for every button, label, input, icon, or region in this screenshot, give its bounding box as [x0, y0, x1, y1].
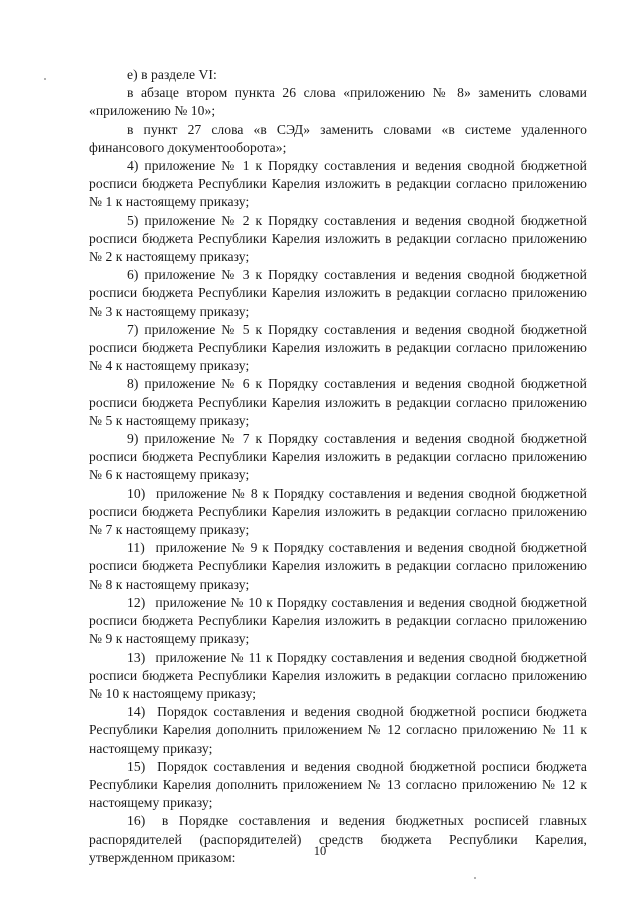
item-number: 16)	[127, 813, 146, 829]
item-number: 7)	[127, 321, 139, 337]
paragraph-14	[89, 703, 587, 758]
paragraph-text: в абзаце втором пункта 26 слова «приложению № 8» заменить словами «приложению № 10»;	[89, 85, 587, 119]
paragraph-text: в разделе VI:	[137, 67, 217, 82]
paragraph-text: приложение № 5 к Порядку составления и ведения сводной бюджетной росписи бюджета Республики Карелия изложить в редакции согласно приложению № 4 к настоящему приказу;	[89, 321, 587, 374]
paragraph-text: приложение № 3 к Порядку составления и ведения сводной бюджетной росписи бюджета Республики Карелия изложить в редакции согласно приложению № 3 к настоящему приказу;	[89, 267, 587, 319]
scan-speck	[474, 877, 476, 879]
item-number: 12)	[127, 594, 146, 610]
item-number: 6)	[127, 267, 139, 283]
paragraph-13	[89, 649, 587, 704]
paragraph-15	[89, 758, 587, 813]
paragraph-11	[89, 539, 587, 594]
paragraph-text: Порядок составления и ведения сводной бюджетной росписи бюджета Республики Карелия дополнить приложением № 12 согласно приложению № 11 к настоящему приказу;	[89, 704, 587, 756]
paragraph-7	[89, 321, 587, 376]
paragraph-9	[89, 430, 587, 485]
paragraph-text: приложение № 6 к Порядку составления и ведения сводной бюджетной росписи бюджета Республики Карелия изложить в редакции согласно приложению № 5 к настоящему приказу;	[89, 376, 587, 428]
paragraph-text: в Порядке составления и ведения бюджетных росписей главных распорядителей (распорядителей) средств бюджета Республики Карелия, утвержденном приказом:	[89, 813, 587, 865]
scan-speck	[44, 78, 46, 80]
item-number: е)	[127, 67, 138, 82]
paragraph-text: приложение № 7 к Порядку составления и ведения сводной бюджетной росписи бюджета Республики Карелия изложить в редакции согласно приложению № 6 к настоящему приказу;	[89, 431, 587, 483]
paragraph-text: приложение № 10 к Порядку составления и ведения сводной бюджетной росписи бюджета Республики Карелия изложить в редакции согласно приложению № 9 к настоящему приказу;	[89, 594, 587, 647]
item-number: 13)	[127, 649, 146, 665]
page-number: 10	[313, 844, 327, 858]
paragraph-section-vi	[89, 66, 587, 84]
item-number: 14)	[127, 704, 146, 720]
item-number: 10)	[127, 485, 146, 501]
item-number: 15)	[127, 758, 146, 774]
item-number: 5)	[127, 212, 139, 228]
paragraph-6	[89, 266, 587, 321]
paragraph-text: в пункт 27 слова «в СЭД» заменить словами «в системе удаленного финансового документооборота»;	[89, 121, 587, 155]
paragraph-text: Порядок составления и ведения сводной бюджетной росписи бюджета Республики Карелия дополнить приложением № 13 согласно приложению № 12 к настоящему приказу;	[89, 758, 587, 811]
paragraph-text: приложение № 9 к Порядку составления и ведения сводной бюджетной росписи бюджета Республики Карелия изложить в редакции согласно приложению № 8 к настоящему приказу;	[89, 540, 587, 592]
item-number: 4)	[127, 158, 139, 174]
paragraph-8	[89, 375, 587, 430]
item-number: 9)	[127, 431, 139, 447]
paragraph-5	[89, 212, 587, 267]
paragraph-12	[89, 594, 587, 649]
item-number: 8)	[127, 376, 139, 392]
paragraph-text: приложение № 8 к Порядку составления и ведения сводной бюджетной росписи бюджета Республики Карелия изложить в редакции согласно приложению № 7 к настоящему приказу;	[89, 485, 587, 538]
paragraph-4	[89, 157, 587, 212]
paragraph-text: приложение № 2 к Порядку составления и ведения сводной бюджетной росписи бюджета Республики Карелия изложить в редакции согласно приложению № 2 к настоящему приказу;	[89, 212, 587, 265]
paragraph-item-27	[89, 121, 587, 157]
item-number: 11)	[127, 540, 145, 556]
document-body	[89, 66, 587, 867]
paragraph-text: приложение № 11 к Порядку составления и ведения сводной бюджетной росписи бюджета Республики Карелия изложить в редакции согласно приложению № 10 к настоящему приказу;	[89, 649, 587, 701]
paragraph-text: приложение № 1 к Порядку составления и ведения сводной бюджетной росписи бюджета Республики Карелия изложить в редакции согласно приложению № 1 к настоящему приказу;	[89, 158, 587, 210]
paragraph-item-26	[89, 84, 587, 120]
paragraph-10	[89, 485, 587, 540]
